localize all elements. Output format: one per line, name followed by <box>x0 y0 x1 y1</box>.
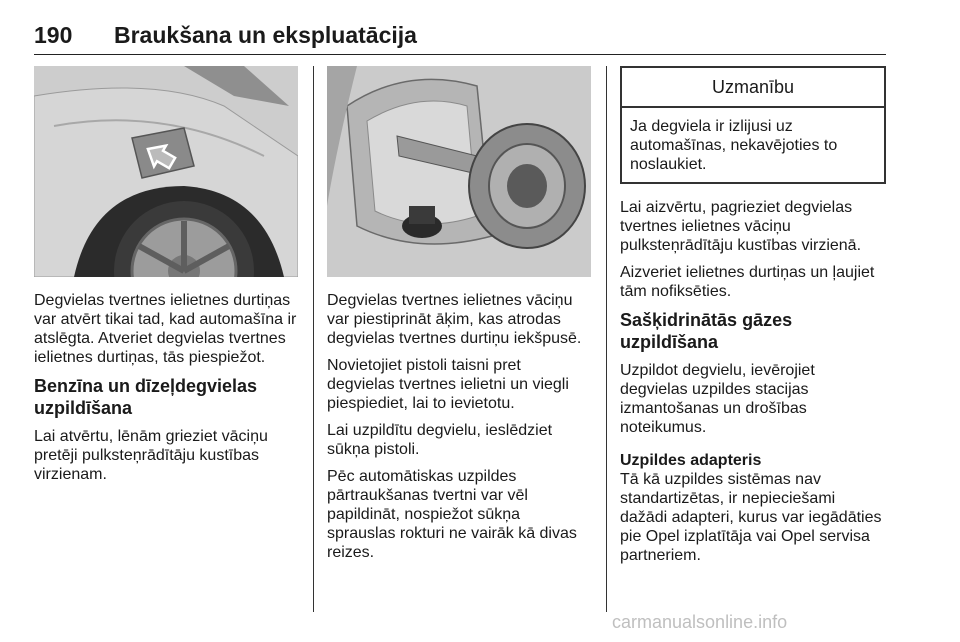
subheading: Uzpildes adapteris <box>620 452 762 469</box>
body-text: Tā kā uzpildes sistēmas nav standartizētas, ir nepieciešami dažādi adapteri, kurus var iegādāties pie Opel izplatītāja vai Opel servisa partneriem. <box>620 471 882 564</box>
column-left <box>34 66 298 492</box>
column-middle <box>327 66 591 570</box>
column-right <box>620 66 886 573</box>
watermark: carmanualsonline.info <box>612 612 788 632</box>
body-text: Novietojiet pistoli taisni pret degvielas tvertnes ielietni un viegli piespiediet, lai to ievietotu. <box>327 357 569 412</box>
column-divider <box>606 66 607 612</box>
page-number: 190 <box>34 22 73 48</box>
body-text: Lai uzpildītu degvielu, ieslēdziet sūkņa pistoli. <box>327 422 553 458</box>
chapter-title: Braukšana un ekspluatācija <box>114 22 417 48</box>
body-text: Lai aizvērtu, pagrieziet degvielas tvertnes ielietnes vāciņu pulksteņrādītāju kustības virzienā. <box>620 199 862 254</box>
figure-caption: Degvielas tvertnes ielietnes durtiņas var atvērt tikai tad, kad automašīna ir atslēgta. Atveriet degvielas tvertnes ielietnes durtiņas, tās piespiežot. <box>34 292 297 366</box>
caution-box <box>620 66 886 184</box>
car-fuel-door-illustration <box>34 66 298 277</box>
body-text: Lai atvērtu, lēnām grieziet vāciņu pretēji pulksteņrādītāju kustības virzienam. <box>34 428 268 483</box>
section-heading: Sašķidrinātās gāzes uzpildīšana <box>620 310 793 352</box>
body-text: Degvielas tvertnes ielietnes vāciņu var piestiprināt āķim, kas atrodas degvielas tvertnes durtiņu iekšpusē. <box>327 292 582 347</box>
body-text: Uzpildot degvielu, ievērojiet degvielas uzpildes stacijas izmantošanas un drošības noteikumus. <box>620 362 815 436</box>
caution-text: Ja degviela ir izlijusi uz automašīnas, nekavējoties to noslaukiet. <box>630 118 838 173</box>
caution-title: Uzmanību <box>622 68 884 108</box>
body-text: Aizveriet ielietnes durtiņas un ļaujiet tām nofiksēties. <box>620 264 875 300</box>
section-heading: Benzīna un dīzeļdegvielas uzpildīšana <box>34 376 258 418</box>
page-header <box>34 14 886 55</box>
column-divider <box>313 66 314 612</box>
fuel-cap-illustration <box>327 66 591 277</box>
body-text: Pēc automātiskas uzpildes pārtraukšanas tvertni var vēl papildināt, nospiežot sūkņa sprauslas rokturi ne vairāk kā divas reizes. <box>327 468 577 561</box>
